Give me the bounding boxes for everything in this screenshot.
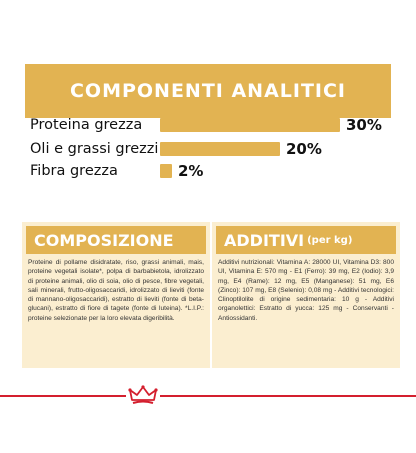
bar-fill [160,142,280,156]
crown-icon [128,384,158,406]
additivi-header [216,226,396,254]
analytics-title: COMPONENTI ANALITICI [69,80,347,102]
additivi-title: ADDITIVI [224,230,305,250]
footer-rule-left [0,395,126,397]
additivi-text: Additivi nutrizionali: Vitamina A: 28000 UI, Vitamina D3: 800 UI, Vitamina E: 570 mg - E1 (Ferro): 39 mg, E2 (Iodio): 3,9 mg, E4 (Rame): 12 mg, E5 (Manganese): 51 mg, E6 (Zinco): 107 mg, E8 (Selenio): 0,08 mg - Additivi tecnologici: Clinoptilolite di origine sedimentaria: 10 g - Additivi organolettici: Estratto di yucca: 125 mg - Conservanti - Antiossidanti. [218,259,394,322]
bar-fill [160,118,340,132]
composizione-title: COMPOSIZIONE [34,230,174,250]
bar-value-label: 20% [286,140,322,158]
analytics-header [25,64,391,118]
bar-label: Oli e grassi grezzi [30,141,159,157]
bar-label: Fibra grezza [30,163,118,179]
bar-label: Proteina grezza [30,117,143,133]
bar-fill [160,164,172,178]
bar-value-label: 30% [346,116,382,134]
composizione-header [26,226,206,254]
bar-value-label: 2% [178,162,204,180]
footer-rule-right [160,395,416,397]
additivi-subtitle: (per kg) [307,234,353,246]
composizione-text: Proteine di pollame disidratate, riso, grassi animali, mais, proteine vegetali isolate*, polpa di barbabietola, idrolizzato di proteine animali, olio di soia, olio di pesce, fibre vegetali, sali minerali, frutto-oligosaccaridi, idrolizzato di lieviti (fonte di mannano-oligosaccaridi), estratto di lieviti (fonte di beta-glucani), estratto di fiore di tagete (fonte di luteina). *L.I.P.: proteine selezionate per la loro elevata digeribilità. [28,259,204,322]
